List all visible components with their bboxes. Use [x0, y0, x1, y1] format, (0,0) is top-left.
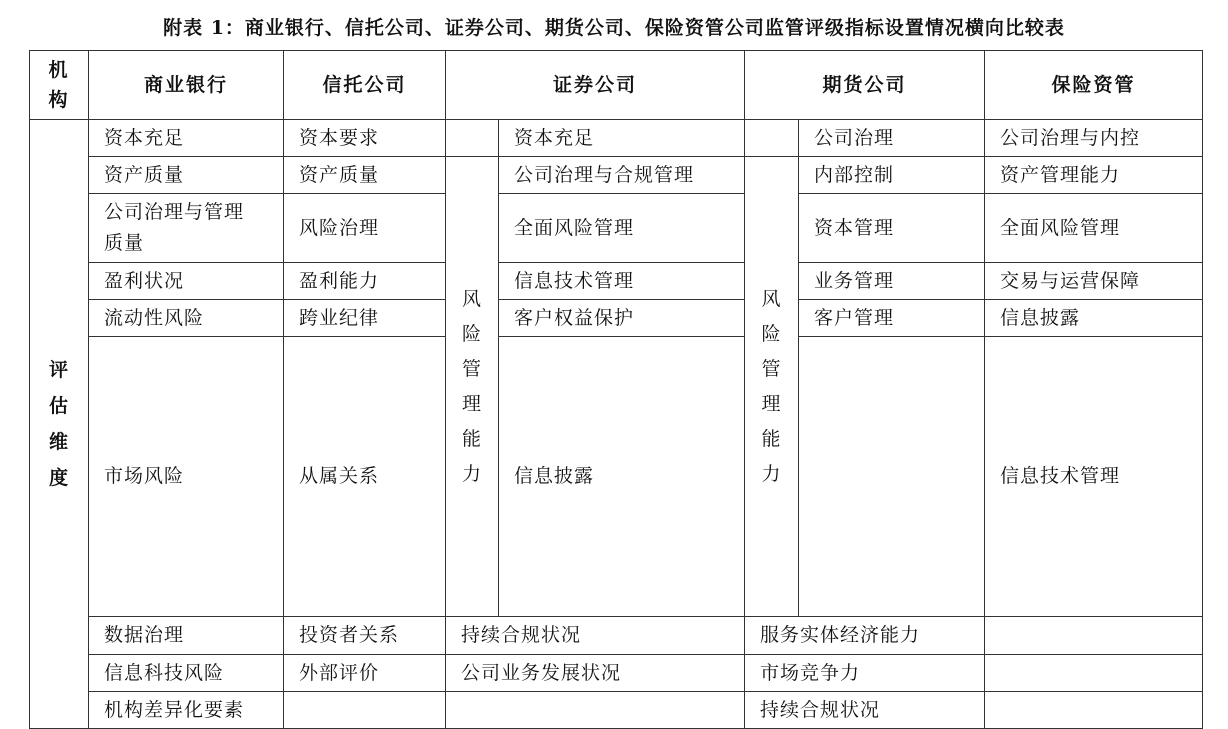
cell-bank: 流动性风险 — [89, 300, 284, 337]
cell-securities: 持续合规状况 — [446, 617, 745, 655]
table-row — [30, 120, 1203, 157]
cell-trust: 资本要求 — [284, 120, 446, 157]
group-char: 理 — [761, 392, 782, 415]
cell-futures: 信息技术管理 — [985, 337, 1203, 617]
cell-securities — [446, 692, 745, 729]
table-title: 附表 1：商业银行、信托公司、证券公司、期货公司、保险资管公司监管评级指标设置情况横向比较表 — [163, 17, 1065, 39]
row-label-char: 评 — [48, 359, 69, 381]
cell-bank-line: 公司治理与管理 — [104, 201, 245, 223]
cell-trust: 投资者关系 — [284, 617, 446, 655]
header-bank: 商业银行 — [89, 51, 284, 120]
row-label-char: 估 — [48, 395, 69, 417]
cell-insurance: 全面风险管理 — [985, 194, 1203, 263]
cell-bank-line: 质量 — [104, 232, 145, 254]
group-char: 力 — [461, 462, 482, 485]
group-char: 力 — [761, 462, 782, 485]
cell-securities: 信息披露 — [499, 337, 745, 617]
cell-futures: 市场竞争力 — [745, 655, 985, 692]
cell-securities: 全面风险管理 — [499, 194, 745, 263]
table-row — [30, 194, 1203, 263]
group-char: 险 — [761, 322, 782, 345]
group-char: 管 — [761, 357, 782, 380]
header-insurance: 保险资管 — [985, 51, 1203, 120]
cell-futures: 客户管理 — [799, 300, 985, 337]
securities-risk-management-group — [446, 157, 499, 617]
group-char: 管 — [461, 357, 482, 380]
cell-bank: 资本充足 — [89, 120, 284, 157]
group-char: 理 — [461, 392, 482, 415]
cell-futures: 持续合规状况 — [745, 692, 985, 729]
futures-risk-management-group — [745, 157, 799, 617]
cell-bank: 盈利状况 — [89, 263, 284, 300]
row-label-evaluation-dimension — [30, 120, 89, 729]
header-futures: 期货公司 — [745, 51, 985, 120]
corner-char: 机 — [48, 59, 70, 81]
cell-insurance — [985, 655, 1203, 692]
table-row — [30, 300, 1203, 337]
cell-securities: 信息技术管理 — [499, 263, 745, 300]
table-row — [30, 337, 1203, 617]
table-row — [30, 617, 1203, 655]
cell-trust: 从属关系 — [284, 337, 446, 617]
cell-securities: 公司业务发展状况 — [446, 655, 745, 692]
cell-insurance — [985, 617, 1203, 655]
cell-futures: 业务管理 — [799, 263, 985, 300]
cell-trust: 资产质量 — [284, 157, 446, 194]
row-label-char: 度 — [48, 467, 69, 489]
table-row — [30, 263, 1203, 300]
row-label-char: 维 — [48, 431, 69, 453]
header-securities: 证券公司 — [446, 51, 745, 120]
corner-char: 构 — [48, 89, 70, 111]
cell-futures: 公司治理 — [799, 120, 985, 157]
group-char: 能 — [761, 427, 782, 450]
cell-insurance: 资产管理能力 — [985, 157, 1203, 194]
cell-insurance: 公司治理与内控 — [985, 120, 1203, 157]
cell-trust: 跨业纪律 — [284, 300, 446, 337]
group-char: 风 — [761, 287, 782, 310]
cell-securities: 客户权益保护 — [499, 300, 745, 337]
cell-bank: 机构差异化要素 — [89, 692, 284, 729]
cell-bank: 信息科技风险 — [89, 655, 284, 692]
cell-bank: 资产质量 — [89, 157, 284, 194]
cell-insurance: 交易与运营保障 — [985, 263, 1203, 300]
cell-insurance: 信息披露 — [985, 300, 1203, 337]
cell-insurance — [985, 692, 1203, 729]
cell-securities: 资本充足 — [499, 120, 745, 157]
cell-futures: 资本管理 — [799, 194, 985, 263]
cell-trust: 外部评价 — [284, 655, 446, 692]
table-row — [30, 157, 1203, 194]
corner-header — [30, 51, 89, 120]
header-trust: 信托公司 — [284, 51, 446, 120]
cell-securities-extra-empty — [799, 337, 985, 617]
cell-securities: 公司治理与合规管理 — [499, 157, 745, 194]
cell-trust: 风险治理 — [284, 194, 446, 263]
group-char: 险 — [461, 322, 482, 345]
cell-trust: 盈利能力 — [284, 263, 446, 300]
cell-bank: 数据治理 — [89, 617, 284, 655]
header-row — [30, 51, 1203, 120]
cell-bank — [89, 194, 284, 263]
cell-bank: 市场风险 — [89, 337, 284, 617]
cell-futures-empty — [745, 120, 799, 157]
group-char: 能 — [461, 427, 482, 450]
table-row — [30, 692, 1203, 729]
cell-futures: 服务实体经济能力 — [745, 617, 985, 655]
cell-futures: 内部控制 — [799, 157, 985, 194]
group-char: 风 — [461, 287, 482, 310]
cell-trust — [284, 692, 446, 729]
comparison-table — [29, 50, 1203, 729]
cell-securities-empty — [446, 120, 499, 157]
table-row — [30, 655, 1203, 692]
